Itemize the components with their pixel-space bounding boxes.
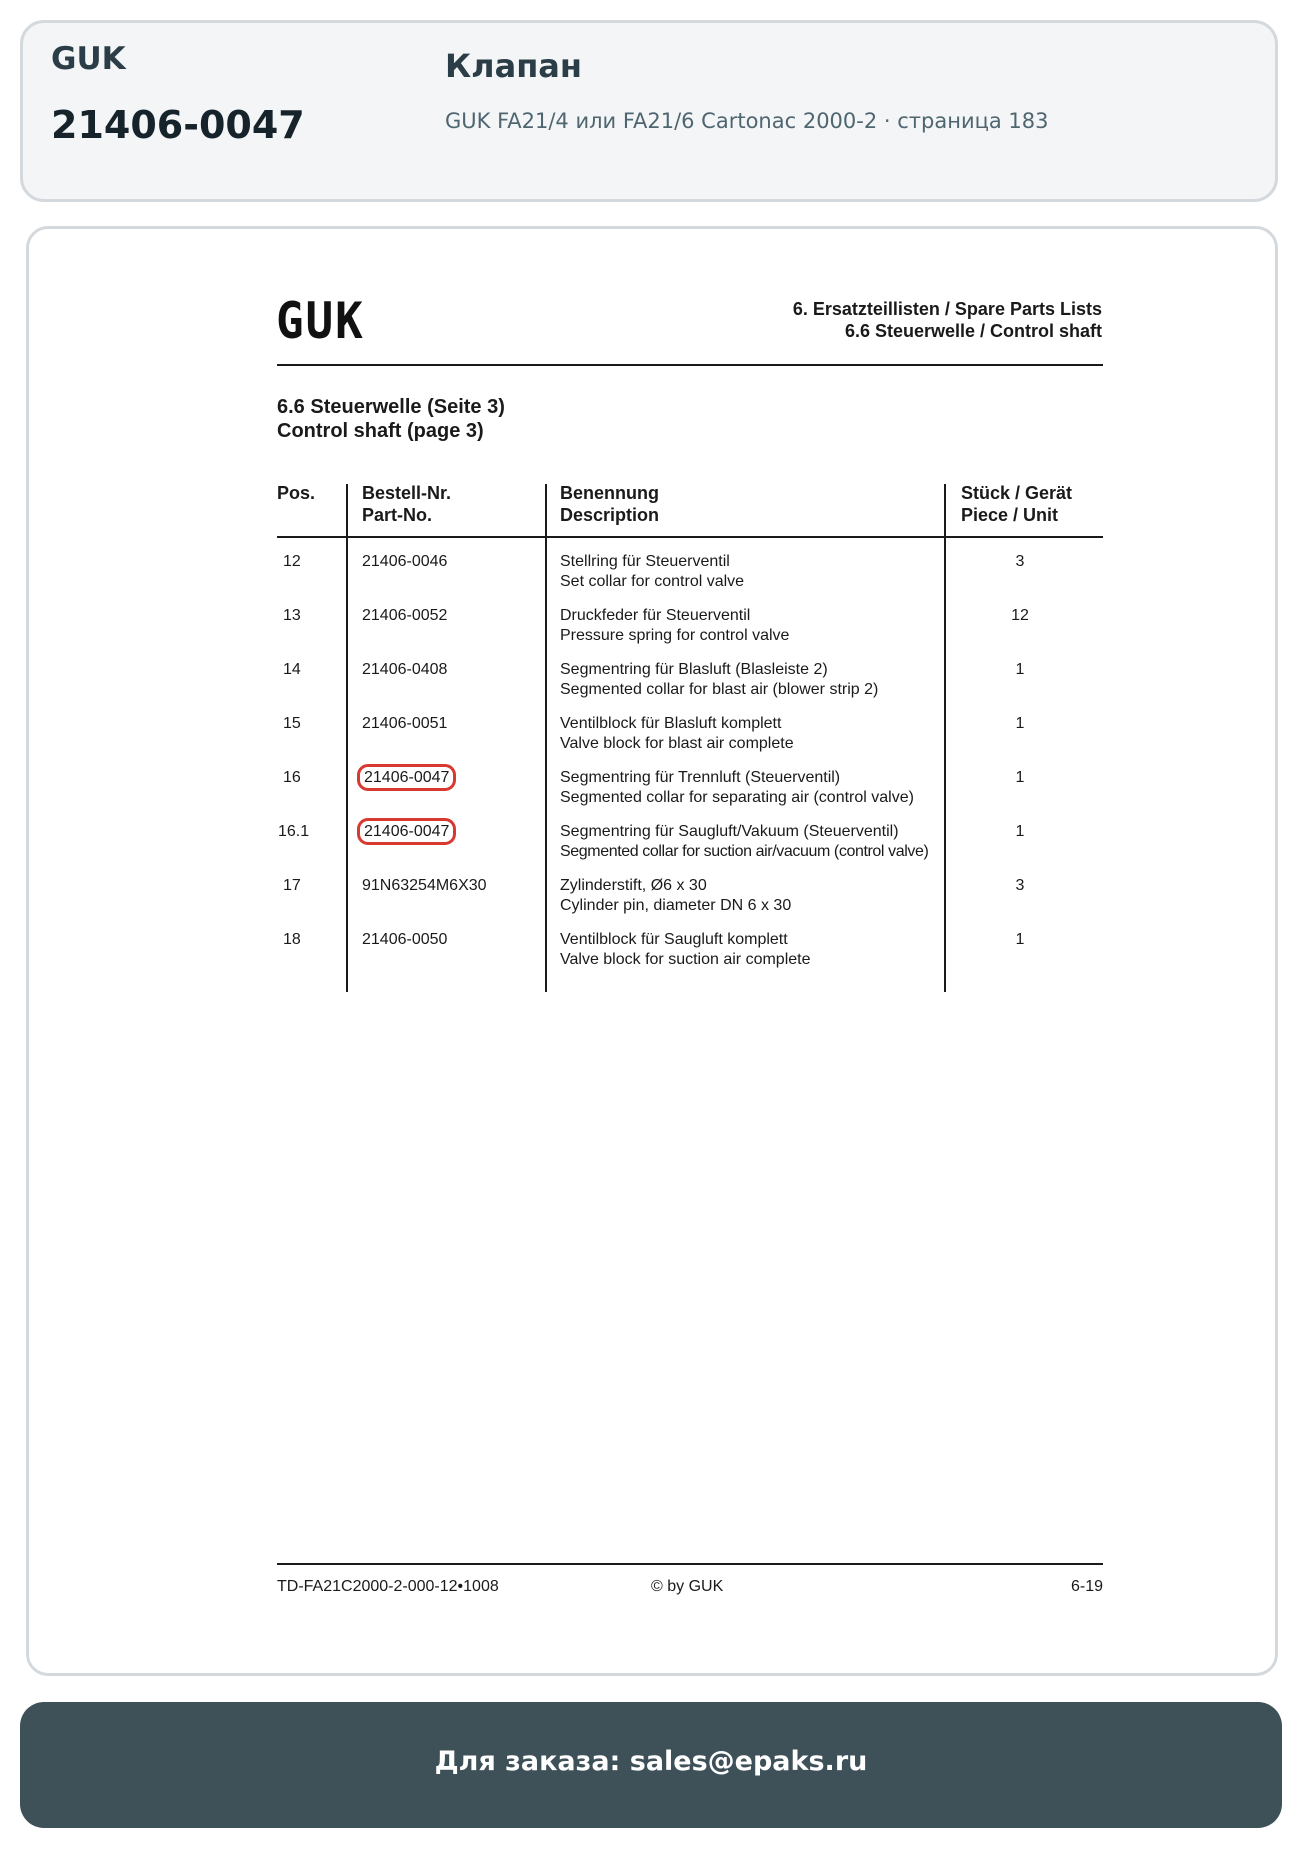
copyright: © by GUK	[651, 1578, 724, 1595]
row-part-number: 21406-0408	[362, 661, 448, 678]
product-title: Клапан	[445, 47, 582, 85]
row-part-number	[362, 822, 451, 842]
row-part-number: 21406-0052	[362, 607, 448, 624]
table-header-rule	[277, 536, 1103, 538]
row-pos: 16.1	[278, 823, 310, 840]
page-number: 6-19	[1070, 1578, 1103, 1595]
product-header-card	[20, 20, 1278, 202]
row-pos: 15	[283, 715, 301, 732]
row-quantity: 1	[1015, 715, 1025, 732]
row-quantity: 3	[1015, 553, 1025, 570]
row-description: Druckfeder für Steuerventil Pressure spring for control valve	[560, 607, 790, 644]
section-heading-line1: 6. Ersatzteillisten / Spare Parts Lists	[792, 299, 1102, 319]
row-quantity: 1	[1015, 823, 1025, 840]
row-pos: 14	[283, 661, 301, 678]
column-header-pos: Pos.	[277, 483, 316, 503]
row-part-number	[362, 768, 451, 788]
order-contact[interactable]: Для заказа: sales@epaks.ru	[434, 1746, 868, 1777]
section-heading-line2: 6.6 Steuerwelle / Control shaft	[844, 321, 1102, 341]
row-part-number: 91N63254M6X30	[362, 877, 487, 894]
row-part-number: 21406-0046	[362, 553, 448, 570]
table-row	[0, 714, 1300, 764]
row-pos: 17	[283, 877, 301, 894]
table-row	[0, 552, 1300, 602]
row-description: Segmentring für Saugluft/Vakuum (Steuerventil) Segmented collar for suction air/vacuum (control valve)	[560, 823, 929, 860]
table-row	[0, 606, 1300, 656]
row-pos: 18	[283, 931, 301, 948]
row-quantity: 12	[1011, 607, 1029, 624]
table-row	[0, 660, 1300, 710]
table-row	[0, 822, 1300, 872]
table-row	[0, 930, 1300, 980]
page-title-de: 6.6 Steuerwelle (Seite 3)	[277, 396, 505, 418]
section-heading	[793, 298, 1102, 342]
document-code: TD-FA21C2000-2-000-12•1008	[277, 1578, 499, 1595]
table-row	[0, 768, 1300, 818]
column-header-quantity: Stück / Gerät Piece / Unit	[961, 483, 1073, 525]
page-title-en: Control shaft (page 3)	[277, 420, 484, 442]
row-part-number: 21406-0051	[362, 715, 448, 732]
part-number: 21406-0047	[51, 103, 305, 147]
header-rule	[277, 364, 1103, 366]
row-description: Segmentring für Blasluft (Blasleiste 2) Segmented collar for blast air (blower strip 2)	[560, 661, 879, 698]
row-description: Zylinderstift, Ø6 x 30 Cylinder pin, diameter DN 6 x 30	[560, 877, 792, 914]
row-description: Segmentring für Trennluft (Steuerventil) Segmented collar for separating air (control valve)	[560, 769, 914, 806]
part-number-highlight: 21406-0047	[364, 823, 450, 840]
page-title	[277, 395, 505, 443]
row-pos: 16	[283, 769, 301, 786]
column-header-description: Benennung Description	[560, 483, 660, 525]
brand-label: GUK	[51, 41, 126, 77]
row-quantity: 1	[1015, 769, 1025, 786]
part-number-highlight: 21406-0047	[364, 769, 450, 786]
footer-rule	[277, 1563, 1103, 1565]
column-header-part: Bestell-Nr. Part-No.	[362, 483, 452, 525]
row-description: Ventilblock für Blasluft komplett Valve block for blast air complete	[560, 715, 794, 752]
row-part-number: 21406-0050	[362, 931, 448, 948]
row-quantity: 3	[1015, 877, 1025, 894]
row-description: Stellring für Steuerventil Set collar for control valve	[560, 553, 745, 590]
row-quantity: 1	[1015, 661, 1025, 678]
guk-logo: GUK	[276, 292, 365, 350]
table-row	[0, 876, 1300, 926]
row-pos: 13	[283, 607, 301, 624]
order-banner	[20, 1702, 1282, 1828]
catalog-subtitle: GUK FA21/4 или FA21/6 Cartonac 2000-2 · страница 183	[445, 109, 1049, 133]
row-quantity: 1	[1015, 931, 1025, 948]
row-pos: 12	[283, 553, 301, 570]
row-description: Ventilblock für Saugluft komplett Valve block for suction air complete	[560, 931, 811, 968]
